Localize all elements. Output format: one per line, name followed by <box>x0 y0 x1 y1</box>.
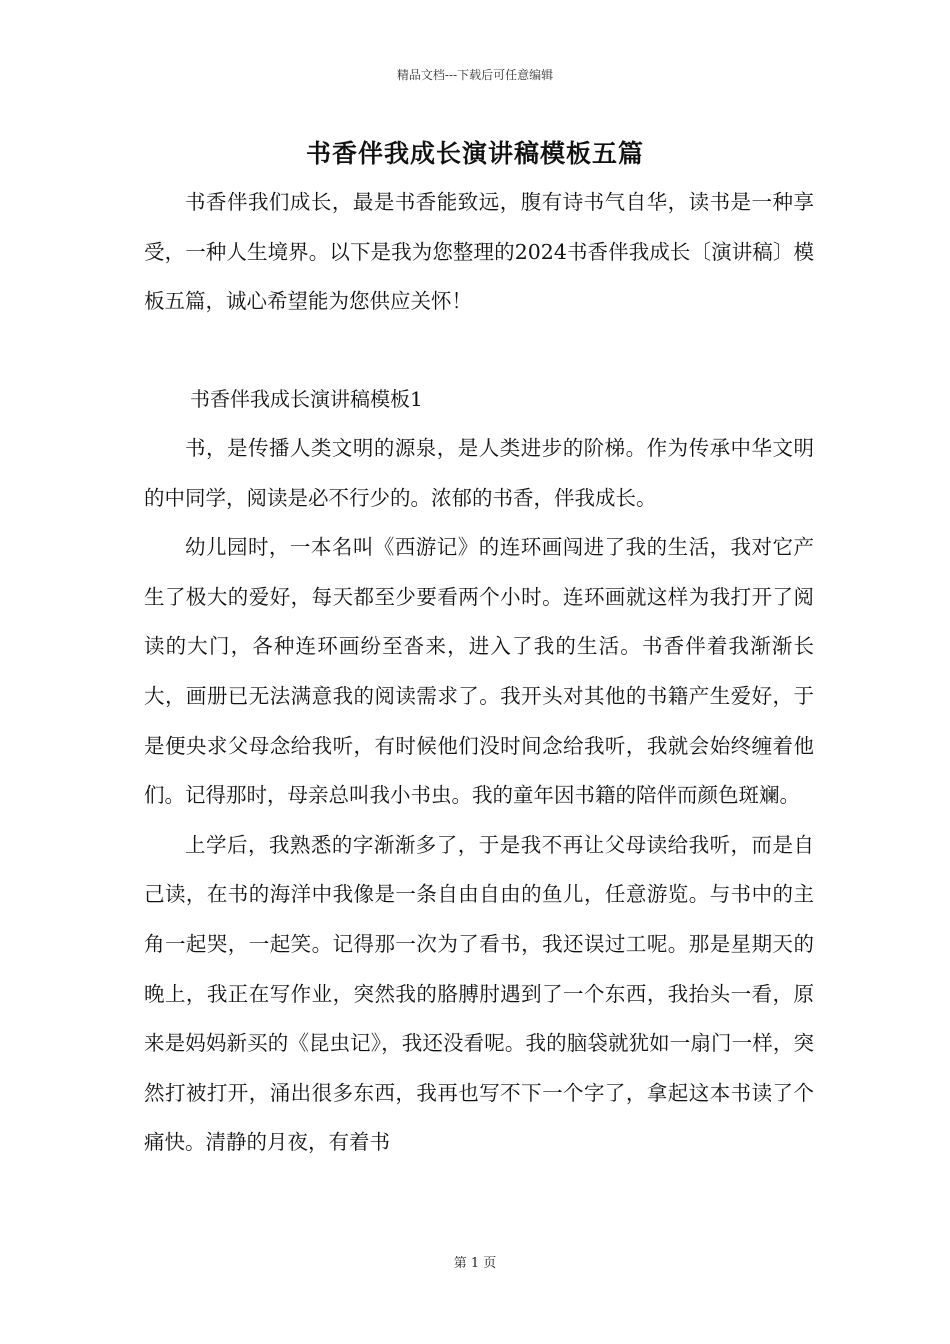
header-note: 精品文档---下载后可任意编辑 <box>396 68 554 82</box>
page-number: 第 1 页 <box>453 1256 497 1271</box>
intro-paragraph: 书香伴我们成长，最是书香能致远，腹有诗书气自华，读书是一种享受，一种人生境界。以下是我为您整理的2024书香伴我成长〔演讲稿〕模板五篇，诚心希望能为您供应关怀！ <box>144 190 814 314</box>
body-paragraph-2: 幼儿园时，一本名叫《西游记》的连环画闯进了我的生活，我对它产生了极大的爱好，每天都至少要看两个小时。连环画就这样为我打开了阅读的大门，各种连环画纷至沓来，进入了我的生活。书香伴着我渐渐长大，画册已无法满意我的阅读需求了。我开头对其他的书籍产生爱好，于是便央求父母念给我听，有时候他们没时间念给我听，我就会始终缠着他们。记得那时，母亲总叫我小书虫。我的童年因书籍的陪伴而颜色斑斓。 <box>144 535 814 808</box>
body-paragraph-3: 上学后，我熟悉的字渐渐多了，于是我不再让父母读给我听，而是自己读，在书的海洋中我像是一条自由自由的鱼儿，任意游览。与书中的主角一起哭，一起笑。记得那一次为了看书，我还误过工呢。那是星期天的晚上，我正在写作业，突然我的胳膊肘遇到了一个东西，我抬头一看，原来是妈妈新买的《昆虫记》，我还没看呢。我的脑袋就犹如一扇门一样，突然打被打开，涌出很多东西，我再也写不下一个字了，拿起这本书读了个痛快。清静的月夜，有着书 <box>144 832 814 1155</box>
intro-block <box>144 178 814 327</box>
content-block <box>144 424 814 1168</box>
document-title: 书香伴我成长演讲稿模板五篇 <box>305 139 644 168</box>
section-heading: 书香伴我成长演讲稿模板1 <box>190 387 423 411</box>
body-paragraph-1: 书，是传播人类文明的源泉，是人类进步的阶梯。作为传承中华文明的中同学，阅读是必不行少的。浓郁的书香，伴我成长。 <box>144 436 814 510</box>
